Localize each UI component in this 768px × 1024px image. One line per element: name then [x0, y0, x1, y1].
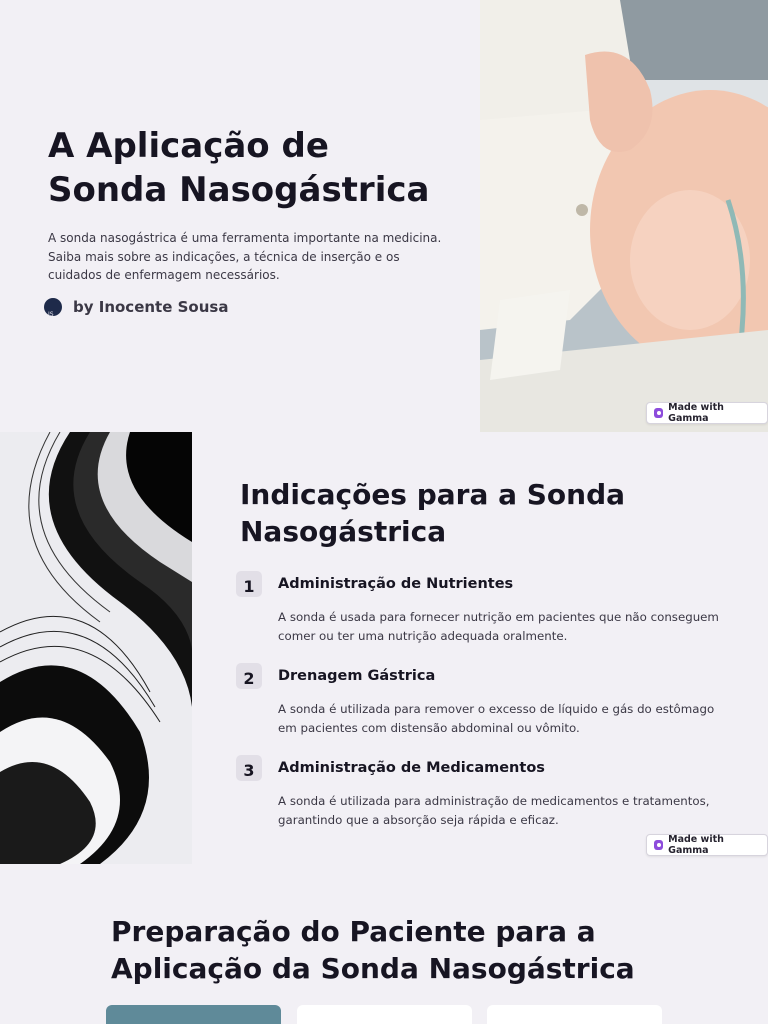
avatar-initials: IS: [48, 311, 54, 316]
item-description: A sonda é utilizada para remover o excesso de líquido e gás do estômago em pacientes com distensão abdominal ou vômito.: [278, 702, 715, 735]
newborn-photo: [480, 0, 768, 432]
title-slide: [0, 0, 768, 432]
item-number-badge: 1: [236, 571, 262, 597]
preparation-image-card: [297, 1005, 472, 1024]
author-byline: [44, 294, 228, 320]
item-number-badge: 3: [236, 755, 262, 781]
item-title: Drenagem Gástrica: [278, 668, 436, 684]
author-name: by Inocente Sousa: [73, 298, 229, 316]
section-title: Indicações para a Sonda Nasogástrica: [240, 478, 626, 548]
abstract-waves-image: [0, 432, 192, 864]
item-number-badge: 2: [236, 663, 262, 689]
preparation-image-card: [106, 1005, 281, 1024]
preparation-image-card: [487, 1005, 662, 1024]
gamma-logo-icon: [654, 408, 663, 418]
slide-title: A Aplicação de Sonda Nasogástrica: [48, 126, 430, 210]
item-description: A sonda é utilizada para administração de medicamentos e tratamentos, garantindo que a absorção seja rápida e eficaz.: [278, 794, 710, 827]
item-description: A sonda é usada para fornecer nutrição em pacientes que não conseguem comer ou ter uma nutrição adequada oralmente.: [278, 610, 719, 643]
preparation-slide: [0, 864, 768, 1024]
made-with-gamma-badge[interactable]: [646, 402, 768, 424]
indications-slide: [0, 432, 768, 864]
badge-label: Made with Gamma: [668, 402, 724, 424]
item-title: Administração de Nutrientes: [278, 576, 514, 592]
made-with-gamma-badge[interactable]: [646, 834, 768, 856]
badge-label: Made with Gamma: [668, 834, 724, 856]
newborn-illustration: [480, 0, 768, 432]
gamma-logo-icon: [654, 840, 663, 850]
item-title: Administração de Medicamentos: [278, 760, 545, 776]
avatar: [44, 298, 62, 316]
slide-description: A sonda nasogástrica é uma ferramenta importante na medicina. Saiba mais sobre as indicações, a técnica de inserção e os cuidados de enfermagem necessários.: [48, 231, 442, 282]
abstract-waves-illustration: [0, 432, 192, 864]
section-title: Preparação do Paciente para a Aplicação da Sonda Nasogástrica: [111, 915, 635, 985]
